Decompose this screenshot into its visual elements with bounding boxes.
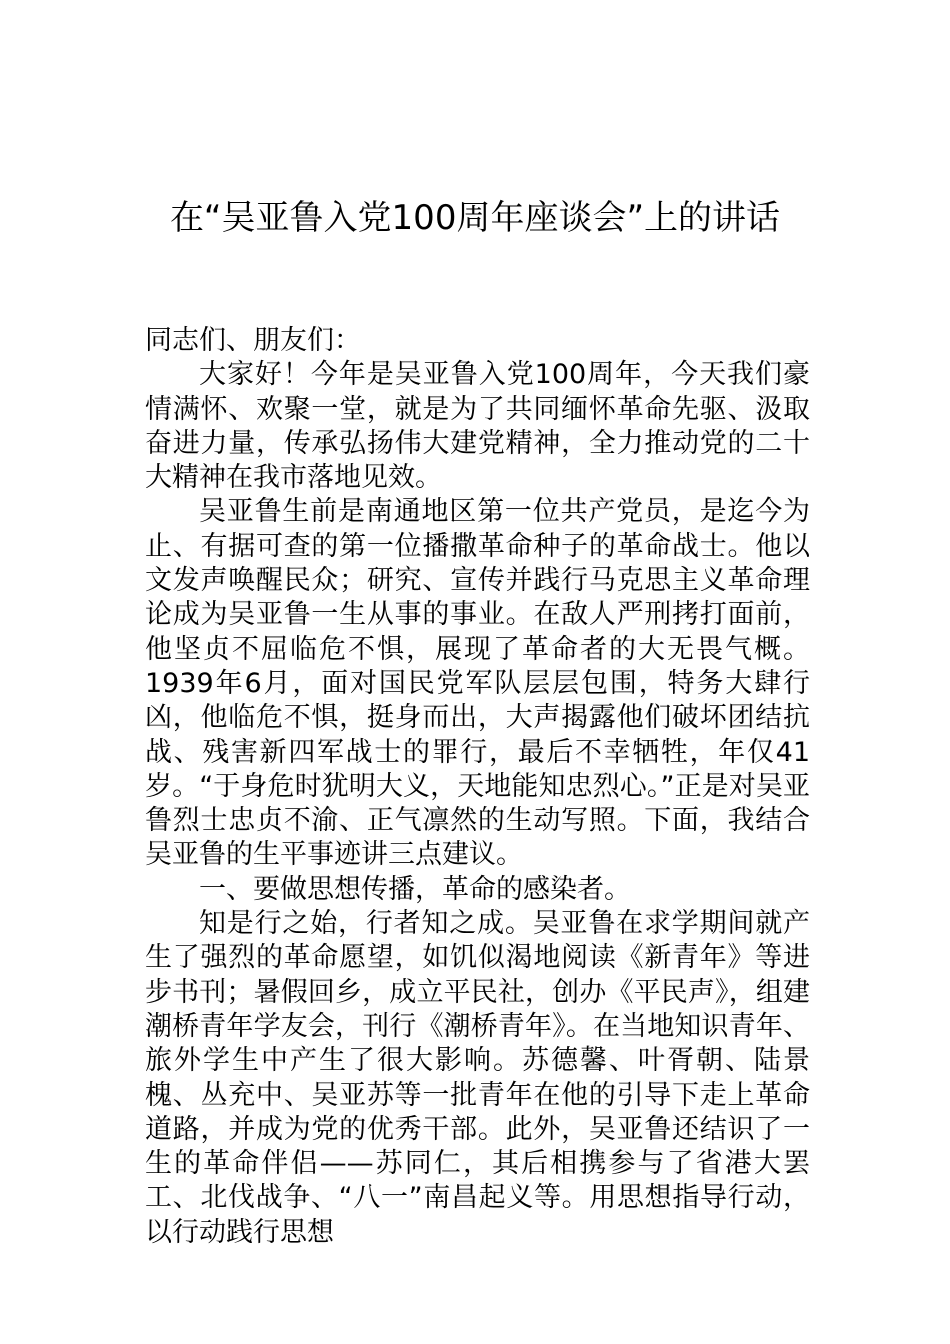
document-body bbox=[145, 324, 810, 1250]
paragraph-biography: 吴亚鲁生前是南通地区第一位共产党员，是迄今为止、有据可查的第一位播撒革命种子的革命战士。他以文发声唤醒民众；研究、宣传并践行马克思主义革命理论成为吴亚鲁一生从事的事业。在敌人严刑拷打面前，他坚贞不屈临危不惧，展现了革命者的大无畏气概。1939年6月，面对国民党军队层层包围，特务大肆行凶，他临危不惧，挺身而出，大声揭露他们破坏团结抗战、残害新四军战士的罪行，最后不幸牺牲，年仅41岁。“于身危时犹明大义，天地能知忠烈心。”正是对吴亚鲁烈士忠贞不渝、正气凛然的生动写照。下面，我结合吴亚鲁的生平事迹讲三点建议。 bbox=[145, 496, 810, 871]
section-heading-1: 一、要做思想传播，革命的感染者。 bbox=[199, 873, 631, 905]
paragraph-section-1: 知是行之始，行者知之成。吴亚鲁在求学期间就产生了强烈的革命愿望，如饥似渴地阅读《新青年》等进步书刊；暑假回乡，成立平民社，创办《平民声》，组建潮桥青年学友会，刊行《潮桥青年》。在当地知识青年、旅外学生中产生了很大影响。苏德馨、叶胥朝、陆景槐、丛充中、吴亚苏等一批青年在他的引导下走上革命道路，并成为党的优秀干部。此外，吴亚鲁还结识了一生的革命伴侣——苏同仁，其后相携参与了省港大罢工、北伐战争、“八一”南昌起义等。用思想指导行动，以行动践行思想 bbox=[145, 908, 810, 1248]
paragraph-greeting: 大家好！今年是吴亚鲁入党100周年，今天我们豪情满怀、欢聚一堂，就是为了共同缅怀革命先驱、汲取奋进力量，传承弘扬伟大建党精神，全力推动党的二十大精神在我市落地见效。 bbox=[145, 359, 810, 494]
document-title: 在“吴亚鲁入党100周年座谈会”上的讲话 bbox=[169, 197, 781, 238]
salutation: 同志们、朋友们： bbox=[145, 325, 361, 356]
